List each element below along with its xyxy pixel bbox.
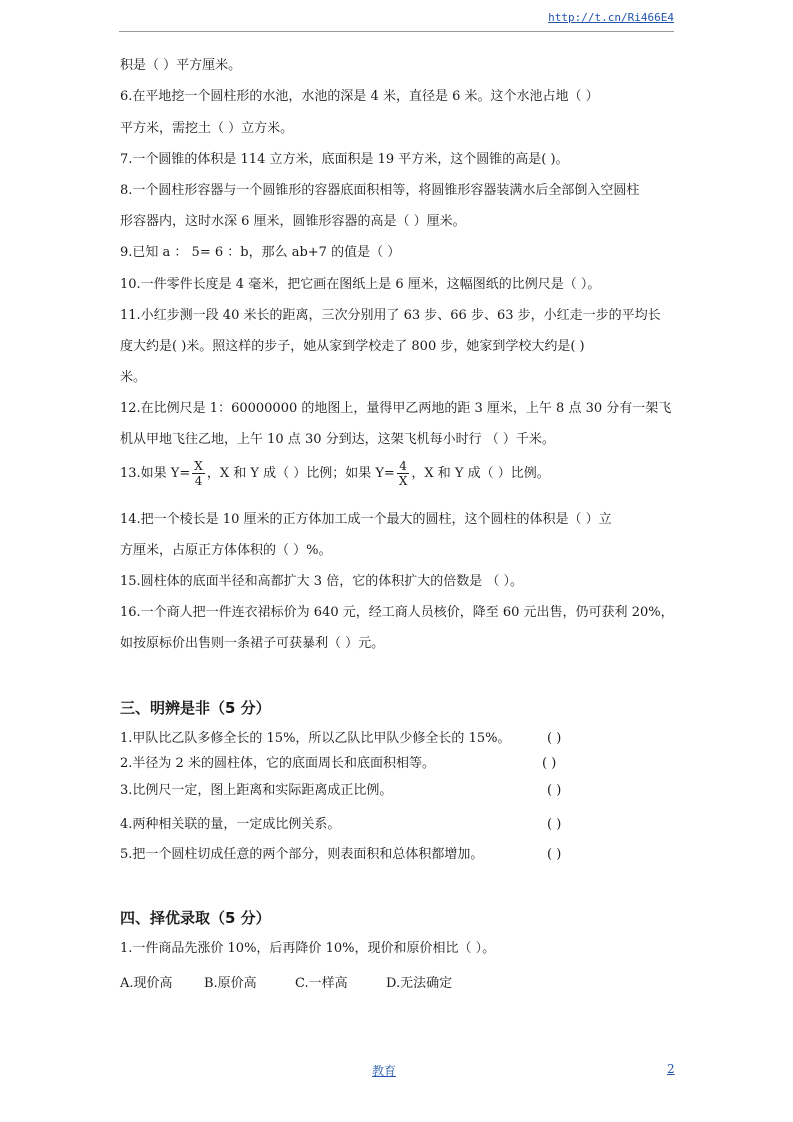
question-13 [120,459,550,489]
q13-part-c: ，X 和 Y 成（ ）比例。 [411,466,550,481]
question-10: 10.一件零件长度是 4 毫米，把它画在图纸上是 6 厘米，这幅图纸的比例尺是（ ）。 [120,277,601,292]
footer-link[interactable]: 教育 [372,1064,397,1078]
question-16: 16.一个商人把一件连衣裙标价为 640 元，经工商人员核价，降至 60 元出售，仍可获利 20%， [120,605,674,620]
mc-question-1: 1.一件商品先涨价 10%，后再降价 10%，现价和原价相比（ ）。 [120,941,496,956]
option-b: B.原价高 [204,976,257,991]
question-11: 11.小红步测一段 40 米长的距离，三次分别用了 63 步、66 步、63 步，小红走一步的平均长 [120,308,661,323]
q13-part-a: 13.如果 Y= [120,466,191,481]
fraction-4-over-x: $\frac{4}{X}$ [398,459,408,488]
tf-item: 2.半径为 2 米的圆柱体，它的底面周长和底面积相等。 [120,756,435,771]
text-line: 度大约是( )米。照这样的步子，她从家到学校走了 800 步，她家到学校大约是( ) [120,339,585,354]
page-number[interactable]: 2 [667,1062,675,1076]
tf-answer-paren: ( ) [547,783,562,798]
tf-item: 1.甲队比乙队多修全长的 15%，所以乙队比甲队少修全长的 15%。 [120,731,511,746]
q13-part-b: ，X 和 Y 成（ ）比例；如果 Y= [206,466,395,481]
fraction-x-over-4: $\frac{X}{4}$ [194,459,203,488]
tf-item: 4.两种相关联的量，一定成比例关系。 [120,817,341,832]
tf-answer-paren: ( ) [547,847,562,862]
section-4-title: 四、择优录取（5 分） [120,909,271,927]
text-line: 积是（ ）平方厘米。 [120,58,242,73]
text-line: 形容器内，这时水深 6 厘米，圆锥形容器的高是（ ）厘米。 [120,214,466,229]
section-3-title: 三、明辨是非（5 分） [120,699,271,717]
option-d: D.无法确定 [386,976,453,991]
tf-item: 3.比例尺一定，图上距离和实际距离成正比例。 [120,783,393,798]
question-9: 9.已知 a ： 5= 6 ：b，那么 ab+7 的值是（ ） [120,245,401,260]
header-divider [119,31,674,32]
text-line: 方厘米，占原正方体体积的（ ）%。 [120,543,332,558]
option-a: A.现价高 [120,976,173,991]
question-14: 14.把一个棱长是 10 厘米的正方体加工成一个最大的圆柱，这个圆柱的体积是（ ）立 [120,512,612,527]
tf-item: 5.把一个圆柱切成任意的两个部分，则表面积和总体积都增加。 [120,847,484,862]
header-url-link[interactable]: http://t.cn/Ri466E4 [548,11,674,24]
tf-answer-paren: ( ) [542,756,557,771]
text-line: 平方米，需挖土（ ）立方米。 [120,121,294,136]
question-6: 6.在平地挖一个圆柱形的水池，水池的深是 4 米，直径是 6 米。这个水池占地（ ） [120,89,599,104]
text-line: 如按原标价出售则一条裙子可获暴利（ ）元。 [120,636,385,651]
tf-answer-paren: ( ) [547,731,562,746]
option-c: C.一样高 [295,976,348,991]
question-12: 12.在比例尺是 1：60000000 的地图上，量得甲乙两地的距 3 厘米，上午 8 点 30 分有一架飞 [120,401,672,416]
text-line: 米。 [120,370,147,385]
question-7: 7.一个圆锥的体积是 114 立方米，底面积是 19 平方米，这个圆锥的高是( )。 [120,152,569,167]
text-line: 机从甲地飞往乙地，上午 10 点 30 分到达，这架飞机每小时行 （ ）千米。 [120,432,555,447]
question-8: 8.一个圆柱形容器与一个圆锥形的容器底面积相等，将圆锥形容器装满水后全部倒入空圆柱 [120,183,640,198]
question-15: 15.圆柱体的底面半径和高都扩大 3 倍，它的体积扩大的倍数是 （ ）。 [120,574,523,589]
tf-answer-paren: ( ) [547,817,562,832]
